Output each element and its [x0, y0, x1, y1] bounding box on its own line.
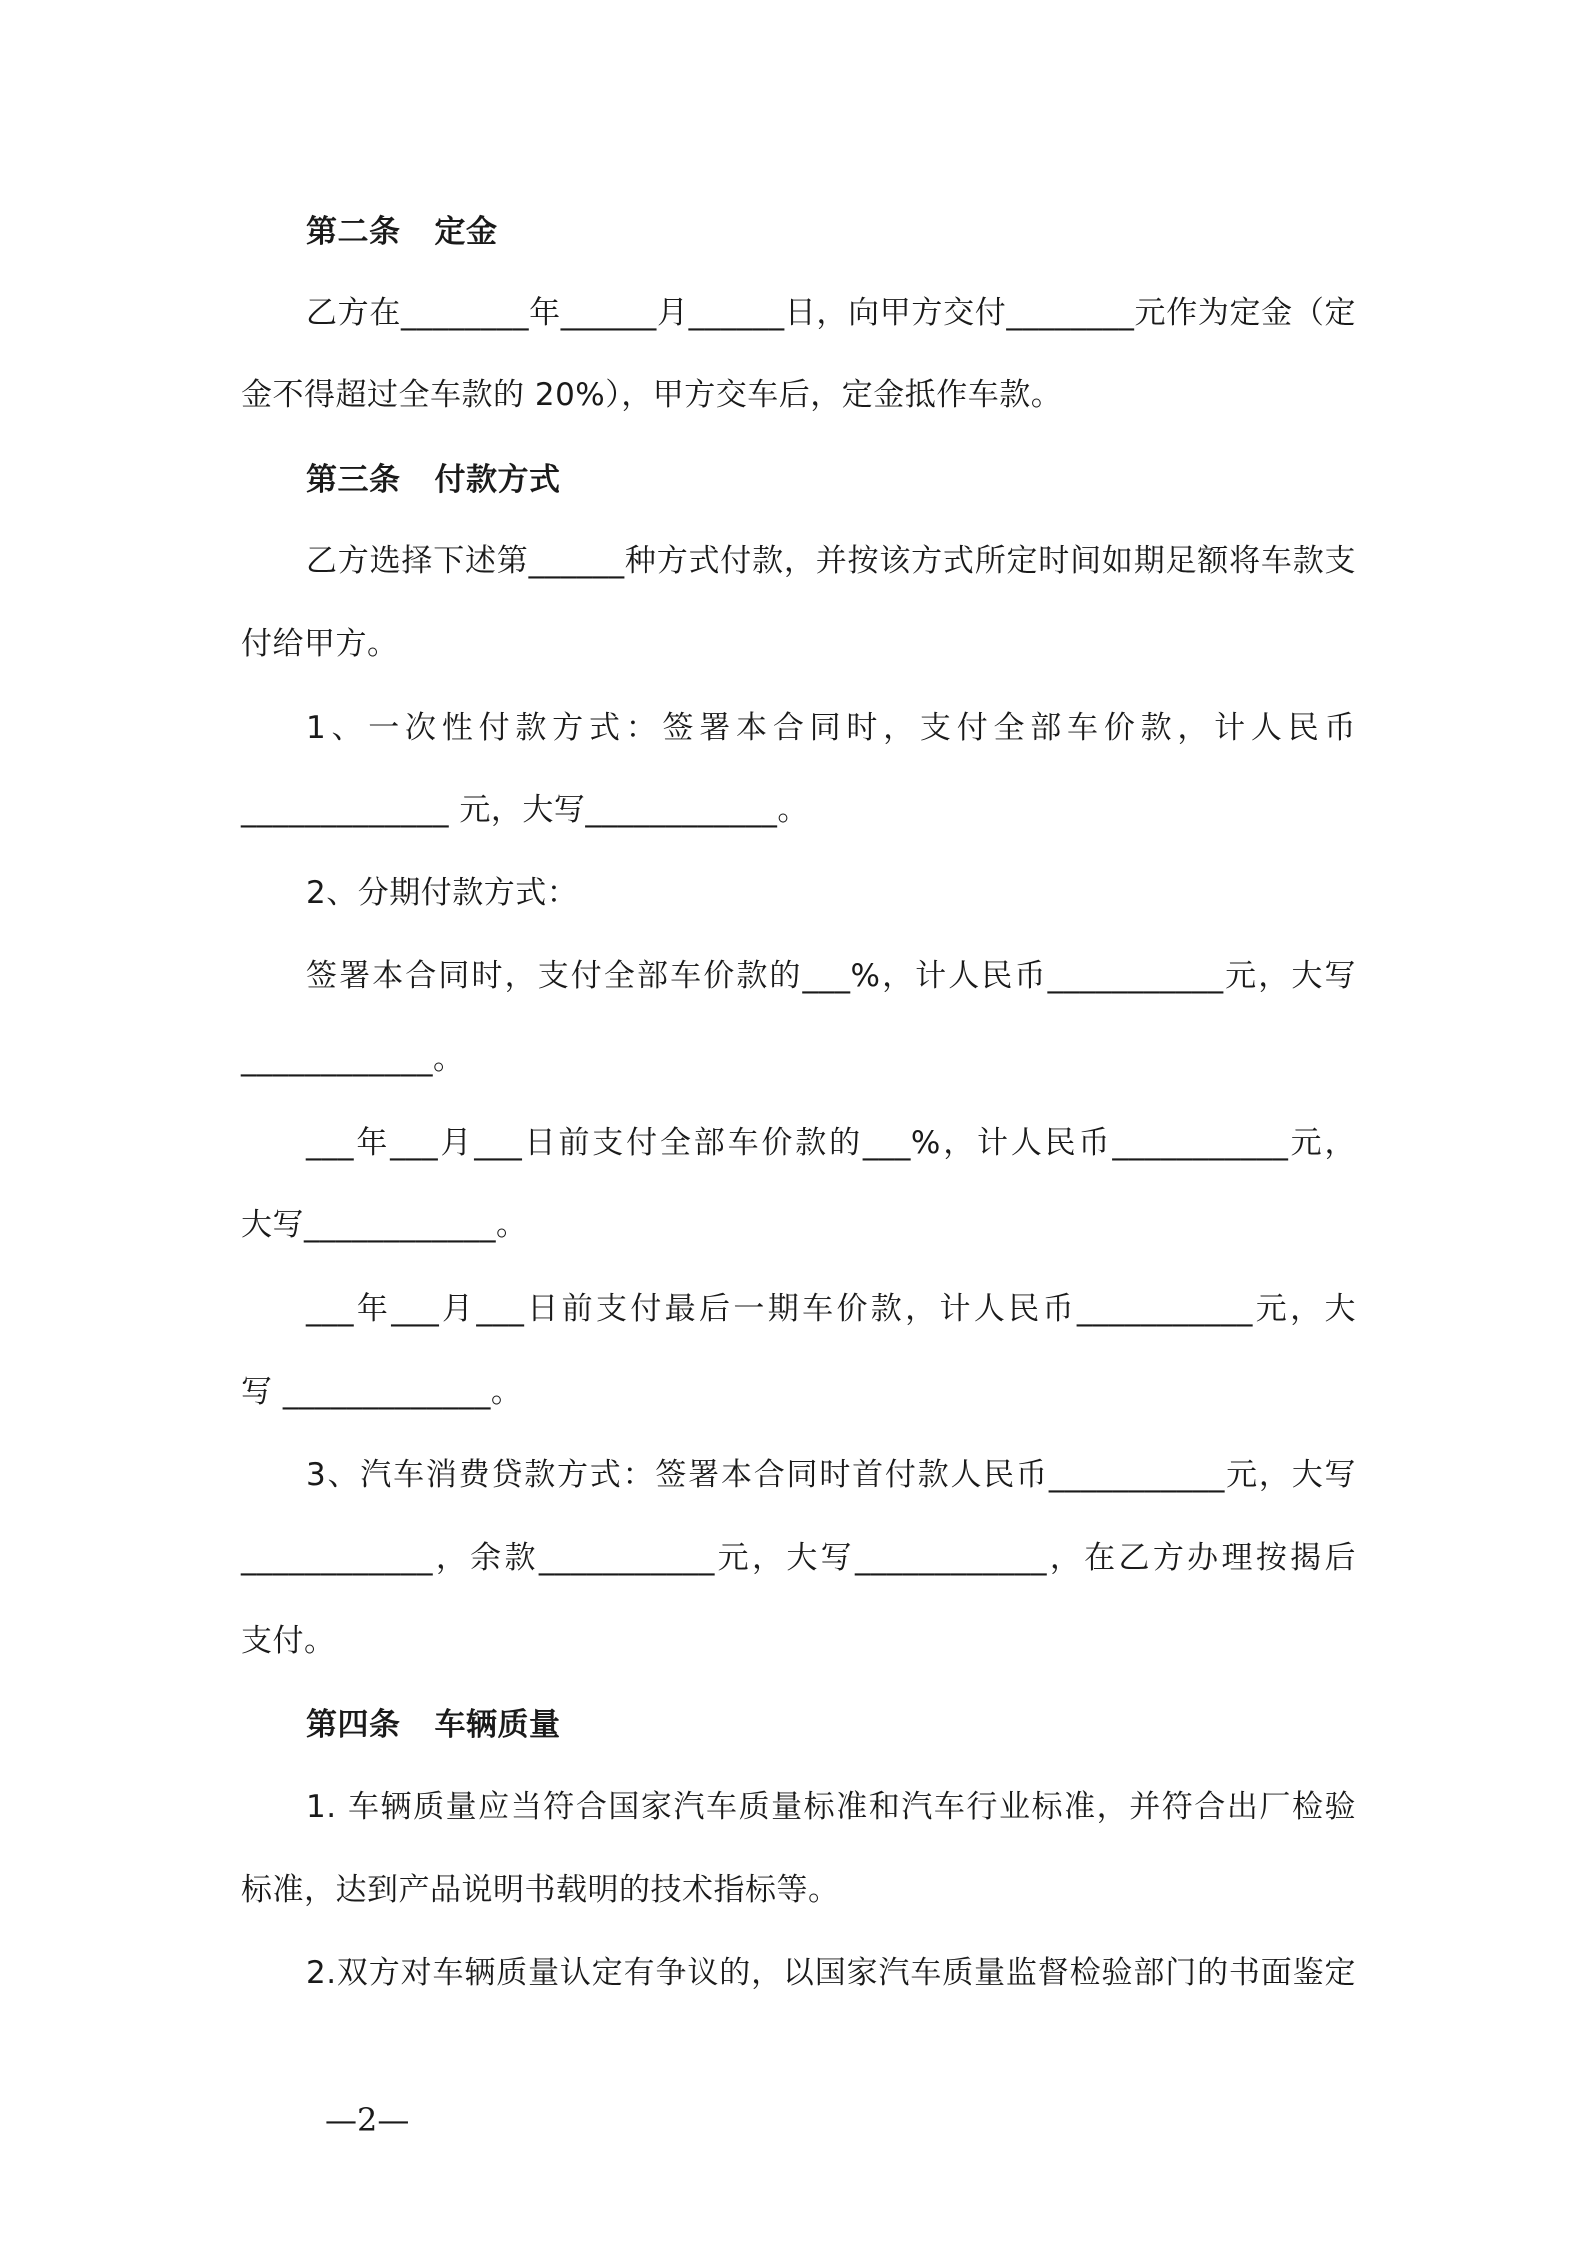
paragraph-line: 金不得超过全车款的 20%），甲方交车后，定金抵作车款。: [241, 377, 1063, 413]
paragraph-line: 写 _____________。: [241, 1374, 523, 1410]
article-title: 车辆质量: [434, 1707, 561, 1743]
paragraph-line: 乙方在________年______月______日，向甲方交付________元作为定金（定: [306, 295, 1356, 331]
article-number: 第四条: [306, 1707, 401, 1743]
article-title: 定金: [434, 214, 498, 250]
article-2-heading: [306, 212, 1356, 252]
paragraph-line: ____________。: [241, 1041, 465, 1077]
paragraph-line: 乙方选择下述第______种方式付款，并按该方式所定时间如期足额将车款支: [306, 543, 1356, 579]
paragraph-line: 标准，达到产品说明书载明的技术指标等。: [241, 1872, 840, 1908]
paragraph-line: 支付。: [241, 1623, 336, 1659]
page-number: —2—: [325, 2101, 410, 2139]
paragraph-line: 签署本合同时，支付全部车价款的___%，计人民币___________元，大写: [306, 958, 1356, 994]
paragraph-line: 2.双方对车辆质量认定有争议的，以国家汽车质量监督检验部门的书面鉴定: [306, 1955, 1356, 1991]
article-number: 第三条: [306, 462, 401, 498]
article-title: 付款方式: [434, 462, 561, 498]
paragraph-line: 2、分期付款方式：: [306, 875, 579, 911]
paragraph-line: _____________ 元，大写____________。: [241, 792, 809, 828]
paragraph-line: 付给甲方。: [241, 626, 399, 662]
paragraph-line: 大写____________。: [241, 1207, 528, 1243]
paragraph-line: 1、一次性付款方式：签署本合同时，支付全部车价款，计人民币: [306, 710, 1356, 746]
paragraph-line: 3、汽车消费贷款方式：签署本合同时首付款人民币___________元，大写: [306, 1457, 1356, 1493]
paragraph-line: ___年___月___日前支付全部车价款的___%，计人民币___________元，: [306, 1125, 1356, 1161]
article-4-heading: [306, 1705, 1356, 1745]
paragraph-line: ____________，余款___________元，大写____________，在乙方办理按揭后: [241, 1540, 1356, 1576]
paragraph-line: ___年___月___日前支付最后一期车价款，计人民币___________元，大: [306, 1291, 1356, 1327]
paragraph-line: 1. 车辆质量应当符合国家汽车质量标准和汽车行业标准，并符合出厂检验: [306, 1789, 1356, 1825]
article-3-heading: [306, 460, 1356, 500]
article-number: 第二条: [306, 214, 401, 250]
